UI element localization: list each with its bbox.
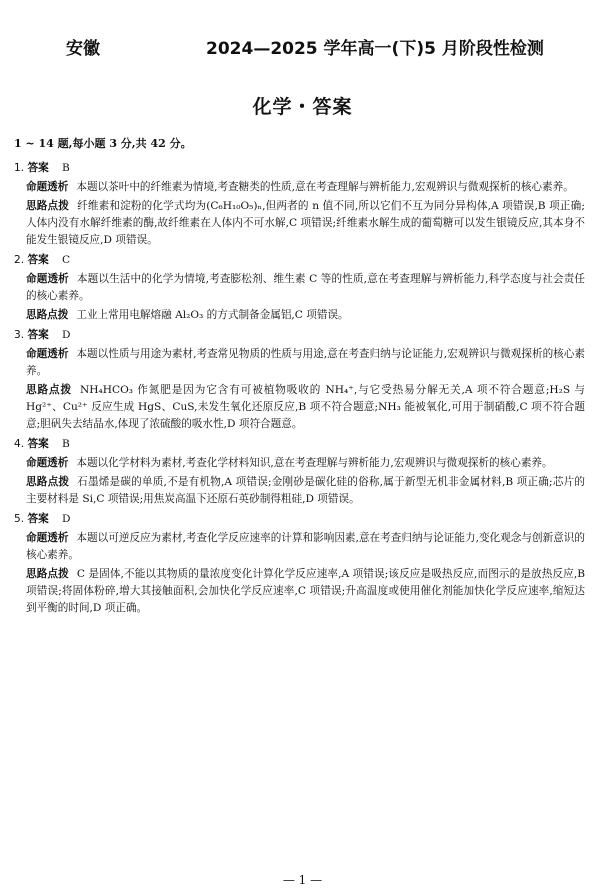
region-label: 安徽 [66,39,100,59]
hint-paragraph [26,566,585,617]
analysis-paragraph [26,346,585,380]
answer-line [14,252,585,269]
question-block [14,436,585,508]
answer-line [14,436,585,453]
hint-text: 纤维素和淀粉的化学式均为(C₆H₁₀O₅)ₙ,但两者的 n 值不同,所以它们不互为同分异构体,A 项错误,B 项正确;人体内没有水解纤维素的酶,故纤维素在人体内不可水解,C 项错误;纤维素水解生成的葡萄糖可以发生银镜反应,其本身不能发生银镜反应,D 项错误。 [26,200,585,246]
analysis-paragraph [26,530,585,564]
analysis-text: 本题以化学材料为素材,考查化学材料知识,意在考查理解与辨析能力,宏观辨识与微观探析的核心素养。 [76,457,553,469]
analysis-label: 命题透析 [26,348,69,360]
answer-letter: D [62,329,71,341]
answer-line [14,511,585,528]
hint-label: 思路点拨 [26,384,72,396]
answer-letter: C [62,254,71,266]
answer-letter: B [62,438,70,450]
answer-label: 答案 [27,162,49,174]
question-number: 4. [14,438,25,450]
question-block [14,327,585,433]
answer-label: 答案 [27,254,49,266]
analysis-paragraph [26,455,585,472]
subject-title: 化学・答案 [252,96,353,118]
exam-title: 2024—2025 学年高一(下)5 月阶段性检测 [206,39,544,59]
question-number: 3. [14,329,25,341]
answer-label: 答案 [27,329,49,341]
answer-line [14,160,585,177]
hint-text: 石墨烯是碳的单质,不是有机物,A 项错误;金刚砂是碳化硅的俗称,属于新型无机非金属材料,B 项正确;芯片的主要材料是 Si,C 项错误;用焦炭高温下还原石英砂制得粗硅,D 项错误。 [26,476,585,505]
answer-line [14,327,585,344]
scoring-note: 1 ~ 14 题,每小题 3 分,共 42 分。 [14,137,192,150]
question-block [14,160,585,249]
page-number: — 1 — [282,873,323,887]
answer-list [14,160,585,620]
question-number: 5. [14,513,25,525]
analysis-paragraph [26,179,585,196]
hint-label: 思路点拨 [26,200,70,212]
answer-letter: B [62,162,70,174]
hint-paragraph [26,382,585,433]
analysis-text: 本题以性质与用途为素材,考查常见物质的性质与用途,意在考查归纳与论证能力,宏观辨识与微观探析的核心素养。 [26,348,585,377]
question-block [14,511,585,617]
question-number: 2. [14,254,25,266]
hint-text: NH₄HCO₃ 作氮肥是因为它含有可被植物吸收的 NH₄⁺,与它受热易分解无关,A 项不符合题意;H₂S 与 Hg²⁺、Cu²⁺ 反应生成 HgS、CuS,未发生氧化还原反应,B 项不符合题意;NH₃ 能被氧化,可用于制硝酸,C 项不符合题意;胆矾失去结晶水,体现了浓硫酸的吸水性,D 项符合题意。 [26,384,585,430]
hint-text: C 是固体,不能以其物质的量浓度变化计算化学反应速率,A 项错误;该反应是吸热反应,而图示的是放热反应,B 项错误;将固体粉碎,增大其接触面积,会加快化学反应速率,C 项错误;升高温度或使用催化剂能加快化学反应速率,缩短达到平衡的时间,D 项正确。 [26,568,586,614]
answer-label: 答案 [27,513,49,525]
answer-label: 答案 [27,438,49,450]
analysis-label: 命题透析 [26,532,69,544]
question-block [14,252,585,324]
hint-label: 思路点拨 [26,476,70,488]
analysis-label: 命题透析 [26,273,69,285]
hint-paragraph [26,198,585,249]
analysis-label: 命题透析 [26,181,69,193]
analysis-text: 本题以生活中的化学为情境,考查膨松剂、维生素 C 等的性质,意在考查理解与辨析能力,科学态度与社会责任的核心素养。 [26,273,585,302]
hint-text: 工业上常用电解熔融 Al₂O₃ 的方式制备金属铝,C 项错误。 [76,309,349,321]
analysis-text: 本题以茶叶中的纤维素为情境,考查糖类的性质,意在考查理解与辨析能力,宏观辨识与微观探析的核心素养。 [76,181,574,193]
hint-paragraph [26,307,585,324]
answer-letter: D [62,513,71,525]
hint-label: 思路点拨 [26,568,69,580]
analysis-paragraph [26,271,585,305]
hint-label: 思路点拨 [26,309,69,321]
analysis-text: 本题以可逆反应为素材,考查化学反应速率的计算和影响因素,意在考查归纳与论证能力,变化观念与创新意识的核心素养。 [26,532,585,561]
page-header [58,34,565,60]
analysis-label: 命题透析 [26,457,69,469]
question-number: 1. [14,162,25,174]
hint-paragraph [26,474,585,508]
